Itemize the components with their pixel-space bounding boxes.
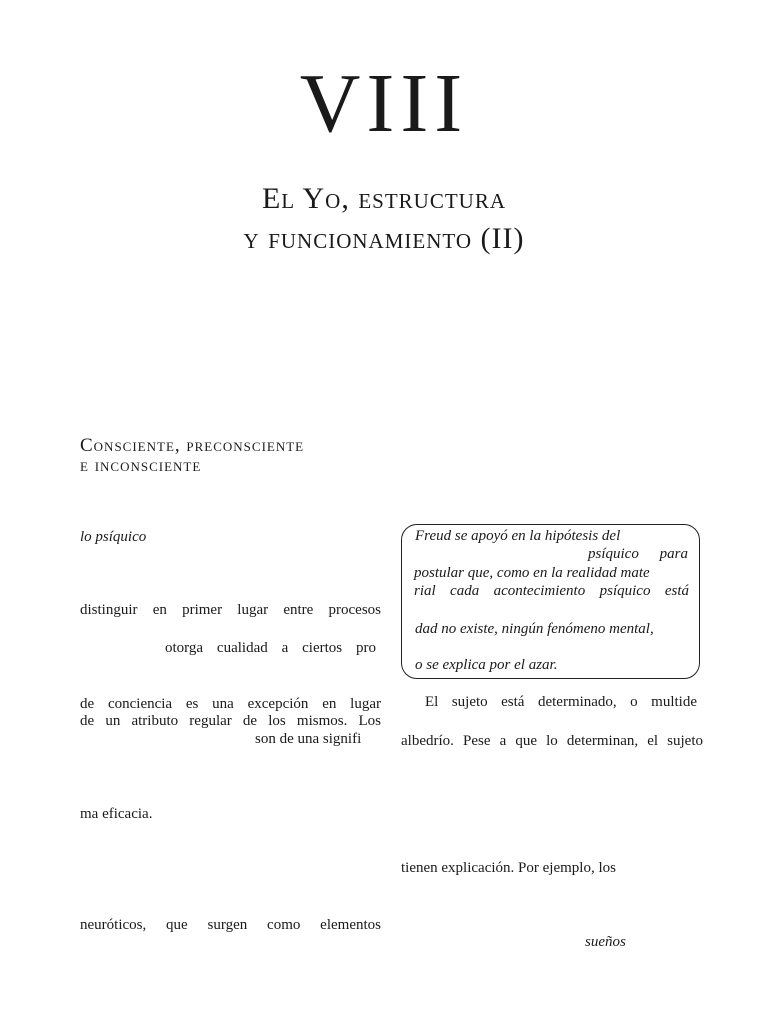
callout-text-line: rial cada acontecimiento psíquico está [414, 583, 689, 599]
callout-text-line: postular que, como en la realidad mate [414, 565, 650, 581]
left-text-line: otorga cualidad a ciertos pro [165, 640, 376, 656]
chapter-title-line-1: El Yo, estructura [261, 182, 507, 215]
right-text-line: albedrío. Pese a que lo determinan, el sujeto [401, 733, 703, 749]
left-text-line: distinguir en primer lugar entre procesos [80, 602, 381, 618]
right-text-line: El sujeto está determinado, o multide [425, 694, 697, 710]
left-text-line: de un atributo regular de los mismos. Los [80, 713, 381, 729]
section-heading-line-1: Consciente, preconsciente [80, 435, 305, 456]
chapter-title-line-2: y funcionamiento (II) [243, 222, 525, 255]
chapter-number: VIII [299, 57, 469, 150]
left-text-line: ma eficacia. [80, 806, 153, 822]
section-heading-line-2: e inconsciente [80, 455, 202, 476]
left-text-line: lo psíquico [80, 529, 147, 545]
right-text-line: sueños [585, 934, 626, 950]
left-text-line: son de una signifi [255, 731, 362, 747]
left-text-line: de conciencia es una excepción en lugar [80, 696, 381, 712]
callout-text-line: o se explica por el azar. [415, 657, 558, 673]
callout-text-line: Freud se apoyó en la hipótesis del [415, 528, 621, 544]
callout-text-line: psíquico para [588, 546, 688, 562]
right-text-line: tienen explicación. Por ejemplo, los [401, 860, 616, 876]
callout-text-line: dad no existe, ningún fenómeno mental, [415, 621, 654, 637]
left-text-line: neuróticos, que surgen como elementos [80, 917, 381, 933]
